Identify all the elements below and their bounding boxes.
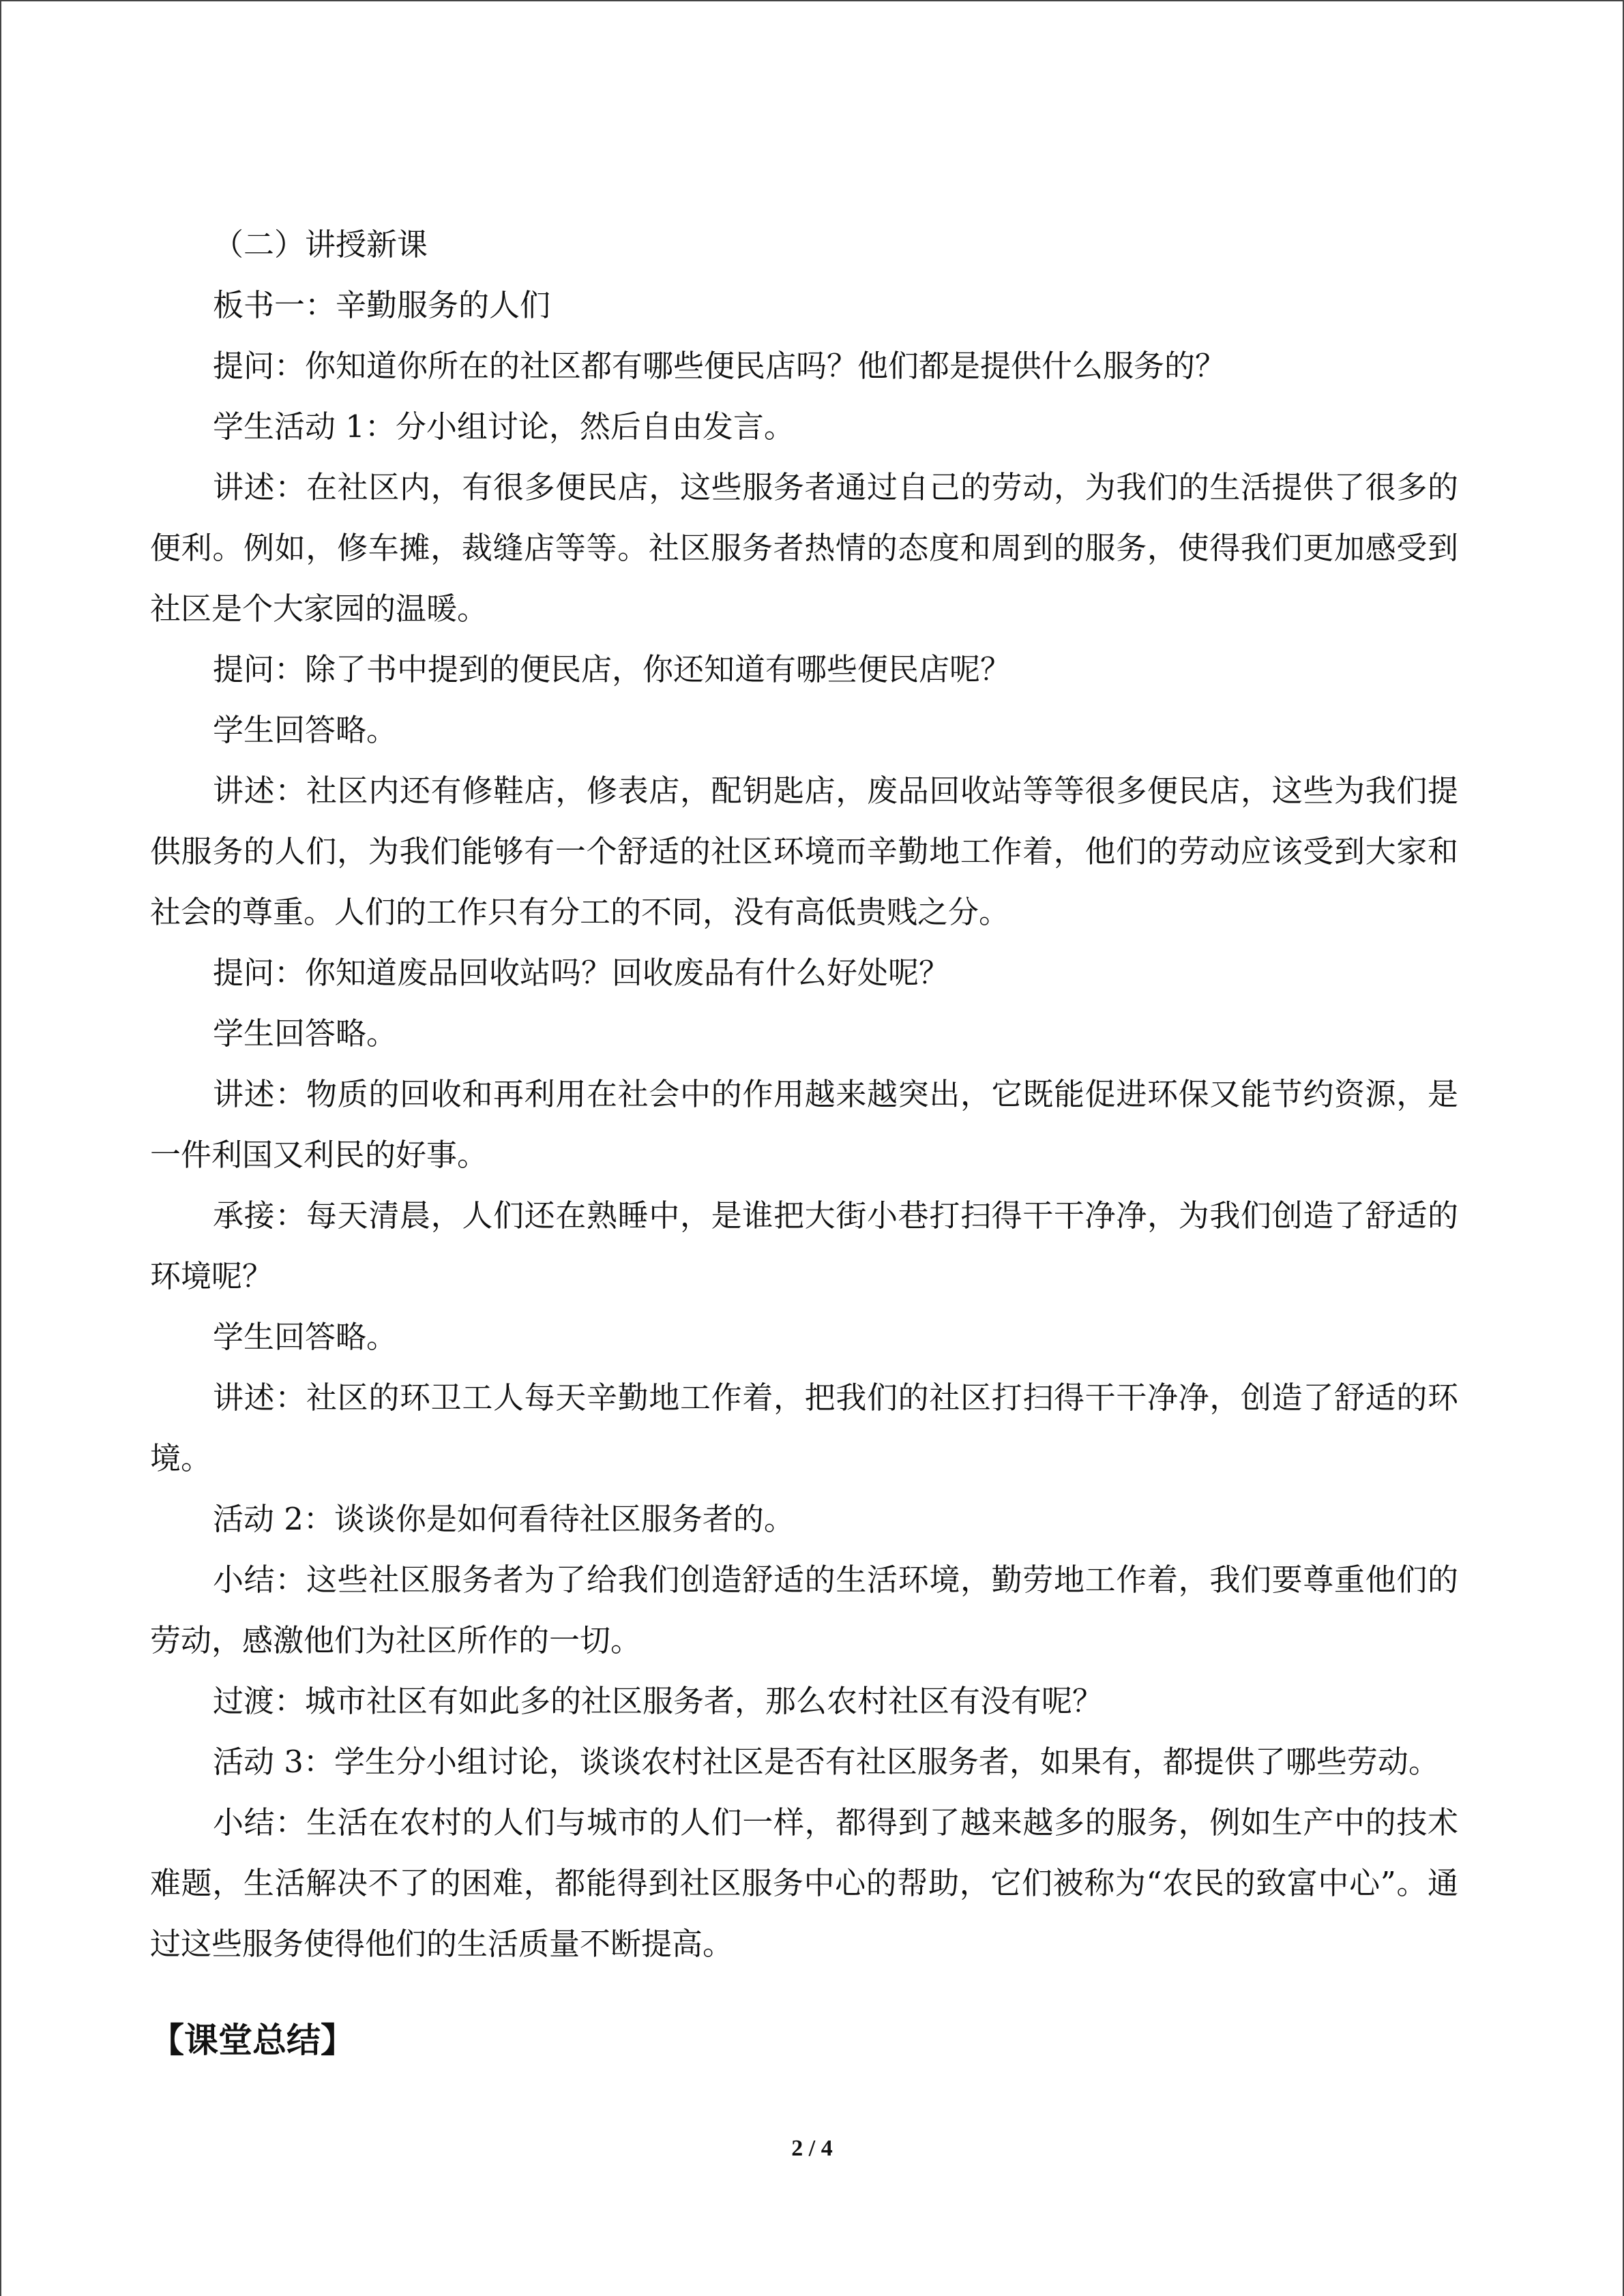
paragraph: 提问：你知道你所在的社区都有哪些便民店吗？他们都是提供什么服务的？ [213, 348, 1226, 384]
paragraph: 讲述：物质的回收和再利用在社会中的作用越来越突出，它既能促进环保又能节约资源，是一件利国又利民的好事。 [150, 1076, 1458, 1173]
paragraph: 提问：除了书中提到的便民店，你还知道有哪些便民店呢？ [213, 651, 1012, 687]
paragraph: 学生活动 1：分小组讨论，然后自由发言。 [213, 408, 795, 445]
paragraph: 小结：生活在农村的人们与城市的人们一样，都得到了越来越多的服务，例如生产中的技术难题，生活解决不了的困难，都能得到社区服务中心的帮助，它们被称为“农民的致富中心”。通过这些服务使得他们的生活质量不断提高。 [150, 1804, 1458, 1962]
paragraph: 提问：你知道废品回收站吗？回收废品有什么好处呢？ [213, 955, 950, 991]
paragraph: 小结：这些社区服务者为了给我们创造舒适的生活环境，勤劳地工作着，我们要尊重他们的劳动，感激他们为社区所作的一切。 [150, 1562, 1458, 1658]
paragraph: 活动 2：谈谈你是如何看待社区服务者的。 [213, 1501, 795, 1537]
paragraph: 学生回答略。 [213, 1319, 398, 1355]
paragraph: 活动 3：学生分小组讨论，谈谈农村社区是否有社区服务者，如果有，都提供了哪些劳动。 [213, 1744, 1439, 1780]
section-heading-class-summary: 【课堂总结】 [150, 2021, 355, 2060]
paragraph: 过渡：城市社区有如此多的社区服务者，那么农村社区有没有呢？ [213, 1683, 1104, 1719]
paragraph: 讲述：在社区内，有很多便民店，这些服务者通过自己的劳动，为我们的生活提供了很多的便利。例如，修车摊，裁缝店等等。社区服务者热情的态度和周到的服务，使得我们更加感受到社区是个大家园的温暖。 [150, 469, 1458, 627]
body-text [150, 214, 1458, 1974]
heading-lecture: （二）讲授新课 [213, 226, 428, 263]
paragraph: 讲述：社区的环卫工人每天辛勤地工作着，把我们的社区打扫得干干净净，创造了舒适的环境。 [150, 1380, 1458, 1476]
paragraph: 学生回答略。 [213, 1015, 398, 1052]
paragraph: 讲述：社区内还有修鞋店，修表店，配钥匙店，废品回收站等等很多便民店，这些为我们提供服务的人们，为我们能够有一个舒适的社区环境而辛勤地工作着，他们的劳动应该受到大家和社会的尊重。人们的工作只有分工的不同，没有高低贵贱之分。 [150, 773, 1458, 930]
paragraph: 板书一：辛勤服务的人们 [213, 287, 551, 323]
paragraph: 学生回答略。 [213, 712, 398, 748]
paragraph: 承接：每天清晨，人们还在熟睡中，是谁把大街小巷打扫得干干净净，为我们创造了舒适的环境呢？ [150, 1197, 1458, 1294]
page-number: 2 / 4 [791, 2136, 833, 2161]
